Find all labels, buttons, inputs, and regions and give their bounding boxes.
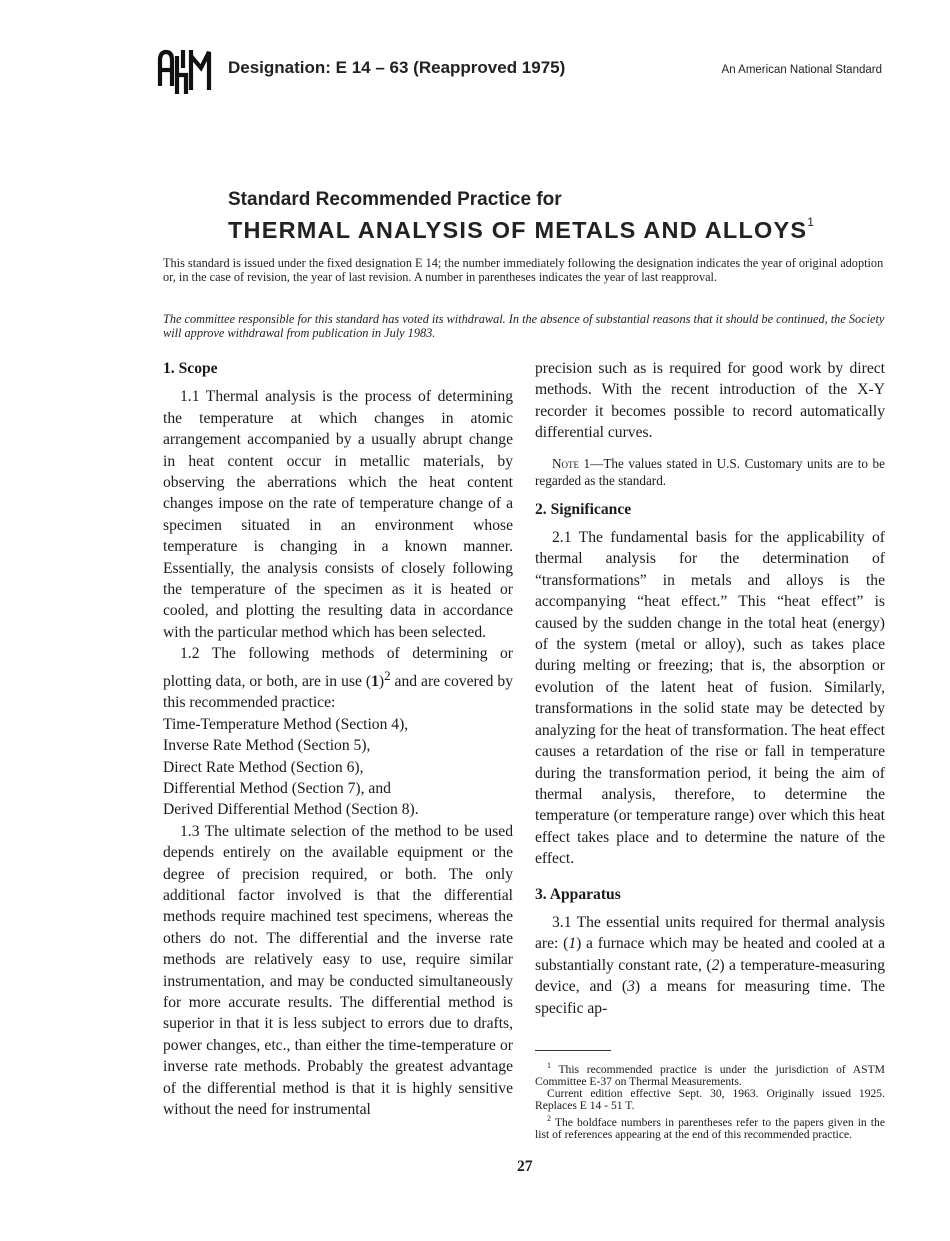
item-number: 2 <box>711 956 720 974</box>
footnote-divider <box>535 1050 611 1051</box>
paragraph-1-3: 1.3 The ultimate selection of the method to be used depends entirely on the available equipment or the degree of precision required, or both. The only additional factor involved is that the differential methods require machined test specimens, whereas the others do not. The differential and the inverse rate methods are relatively easy to use, require similar instrumentation, and may be conducted simultaneously for more accurate results. The differential method is superior in that it is less subject to errors due to drafts, power changes, etc., than either the time-temperature or inverse rate methods. Probably the greatest advantage of the differential method is that it is highly sensitive without the need for instrumental <box>163 822 513 1118</box>
reference-number: 1 <box>371 672 379 690</box>
method-item: Direct Rate Method (Section 6), <box>163 758 364 776</box>
item-number: 3 <box>627 978 635 996</box>
note-1 <box>535 455 885 489</box>
right-column <box>535 358 885 1141</box>
footnote-1-text: This recommended practice is under the jurisdiction of ASTM Committee E-37 on Thermal Measurements. <box>535 1062 885 1089</box>
section-heading-apparatus: 3. Apparatus <box>535 885 621 903</box>
paragraph-1-2-lead: 1.2 The following methods of determining or plotting data, or both, are in use ( <box>163 645 513 690</box>
section-heading-scope: 1. Scope <box>163 360 218 377</box>
method-item: Derived Differential Method (Section 8). <box>163 801 419 819</box>
method-item: Time-Temperature Method (Section 4), <box>163 715 409 733</box>
footnote-1 <box>535 1060 885 1088</box>
withdrawal-note: The committee responsible for this standard has voted its withdrawal. In the absence of substantial reasons that it should be continued, the Society will approve withdrawal from publication in July 1983. <box>163 312 885 340</box>
title-footnote-ref: 1 <box>807 215 816 229</box>
american-national-standard-label: An American National Standard <box>721 64 882 76</box>
paragraph-3-1-b: ) a furnace which may be heated and cooled at a substantially constant rate, ( <box>535 935 885 974</box>
footnote-2 <box>535 1113 885 1141</box>
paragraph-1-2-tail: and are covered by this recommended practice: <box>163 672 513 712</box>
designation: Designation: E 14 – 63 (Reapproved 1975) <box>228 58 566 77</box>
astm-logo <box>156 46 212 98</box>
paragraph-3-1-c: ) a temperature-measuring device, and ( <box>535 956 885 996</box>
document-subtitle: Standard Recommended Practice for <box>228 189 562 210</box>
page-number: 27 <box>517 1158 533 1175</box>
footnote-mark: 1 <box>547 1060 551 1070</box>
issue-note: This standard is issued under the fixed designation E 14; the number immediately following the designation indicates the year of original adoption or, in the case of revision, the year of last revision. A number in parentheses indicates the year of last reapproval. <box>163 256 884 284</box>
paragraph-1-3-continued: precision such as is required for good work by direct methods. With the recent introduction of the X-Y recorder it becomes possible to record automatically differential curves. <box>535 360 885 442</box>
document-title-text: THERMAL ANALYSIS OF METALS AND ALLOYS <box>228 217 808 243</box>
paragraph-2-1: 2.1 The fundamental basis for the applicability of thermal analysis for the determination of “transformations” in metals and alloys is the accompanying “heat effect.” This “heat effect” is caused by the sudden change in the total heat (energy) of the system (metal or alloy), such as takes place during melting or freezing; that is, the absorption or evolution of the latent heat of fusion. Similarly, transformations in the solid state may be detected by analyzing for the heat of transformation. The heat effect causes a retardation of the rise or fall in temperature during the transformation period, it being the aim of thermal analysis, therefore, to determine the temperature (or temperature range) over which this heat effect takes place and to determine the nature of the effect. <box>535 529 885 868</box>
note-label: Note 1 <box>552 455 591 471</box>
section-heading-significance: 2. Significance <box>535 500 632 518</box>
footnote-ref-2: 2 <box>384 667 391 683</box>
method-item: Differential Method (Section 7), and <box>163 779 391 797</box>
paragraph-1-2: 1.2 The following methods of determining or plotting data, or both, are in use $(1)^2$ and are covered by this recommended practice: <box>163 645 513 712</box>
document-title <box>228 215 815 244</box>
left-column <box>163 358 513 1120</box>
paragraph-1-1: 1.1 Thermal analysis is the process of determining the temperature at which changes in atomic arrangement accompanied by a usually abrupt change in heat content occur in metallic materials, by observing the aberrations which the heat content changes impose on the rate of temperature change of a specimen situated in an environment whose temperature is changing in a known manner. Essentially, the analysis consists of closely following the temperature of the specimen as it is heated or cooled, and plotting the resulting data in accordance with the particular method which has been selected. <box>163 388 513 641</box>
paragraph-3-1-a: 3.1 The essential units required for thermal analysis are: ( <box>535 913 885 953</box>
paragraph-3-1 <box>535 912 885 1019</box>
paragraph-3-1-d: ) a means for measuring time. The specific ap- <box>535 978 885 1017</box>
method-item: Inverse Rate Method (Section 5), <box>163 737 371 755</box>
footnote-1-edition: Current edition effective Sept. 30, 1963. Originally issued 1925. Replaces E 14 - 51 T. <box>535 1087 885 1113</box>
item-number: 1 <box>568 935 577 953</box>
footnote-2-text: The boldface numbers in parentheses refer to the papers given in the list of references appearing at the end of this recommended practice. <box>535 1115 885 1141</box>
footnote-mark: 2 <box>547 1113 551 1123</box>
note-text: —The values stated in U.S. Customary units are to be regarded as the standard. <box>535 455 885 488</box>
